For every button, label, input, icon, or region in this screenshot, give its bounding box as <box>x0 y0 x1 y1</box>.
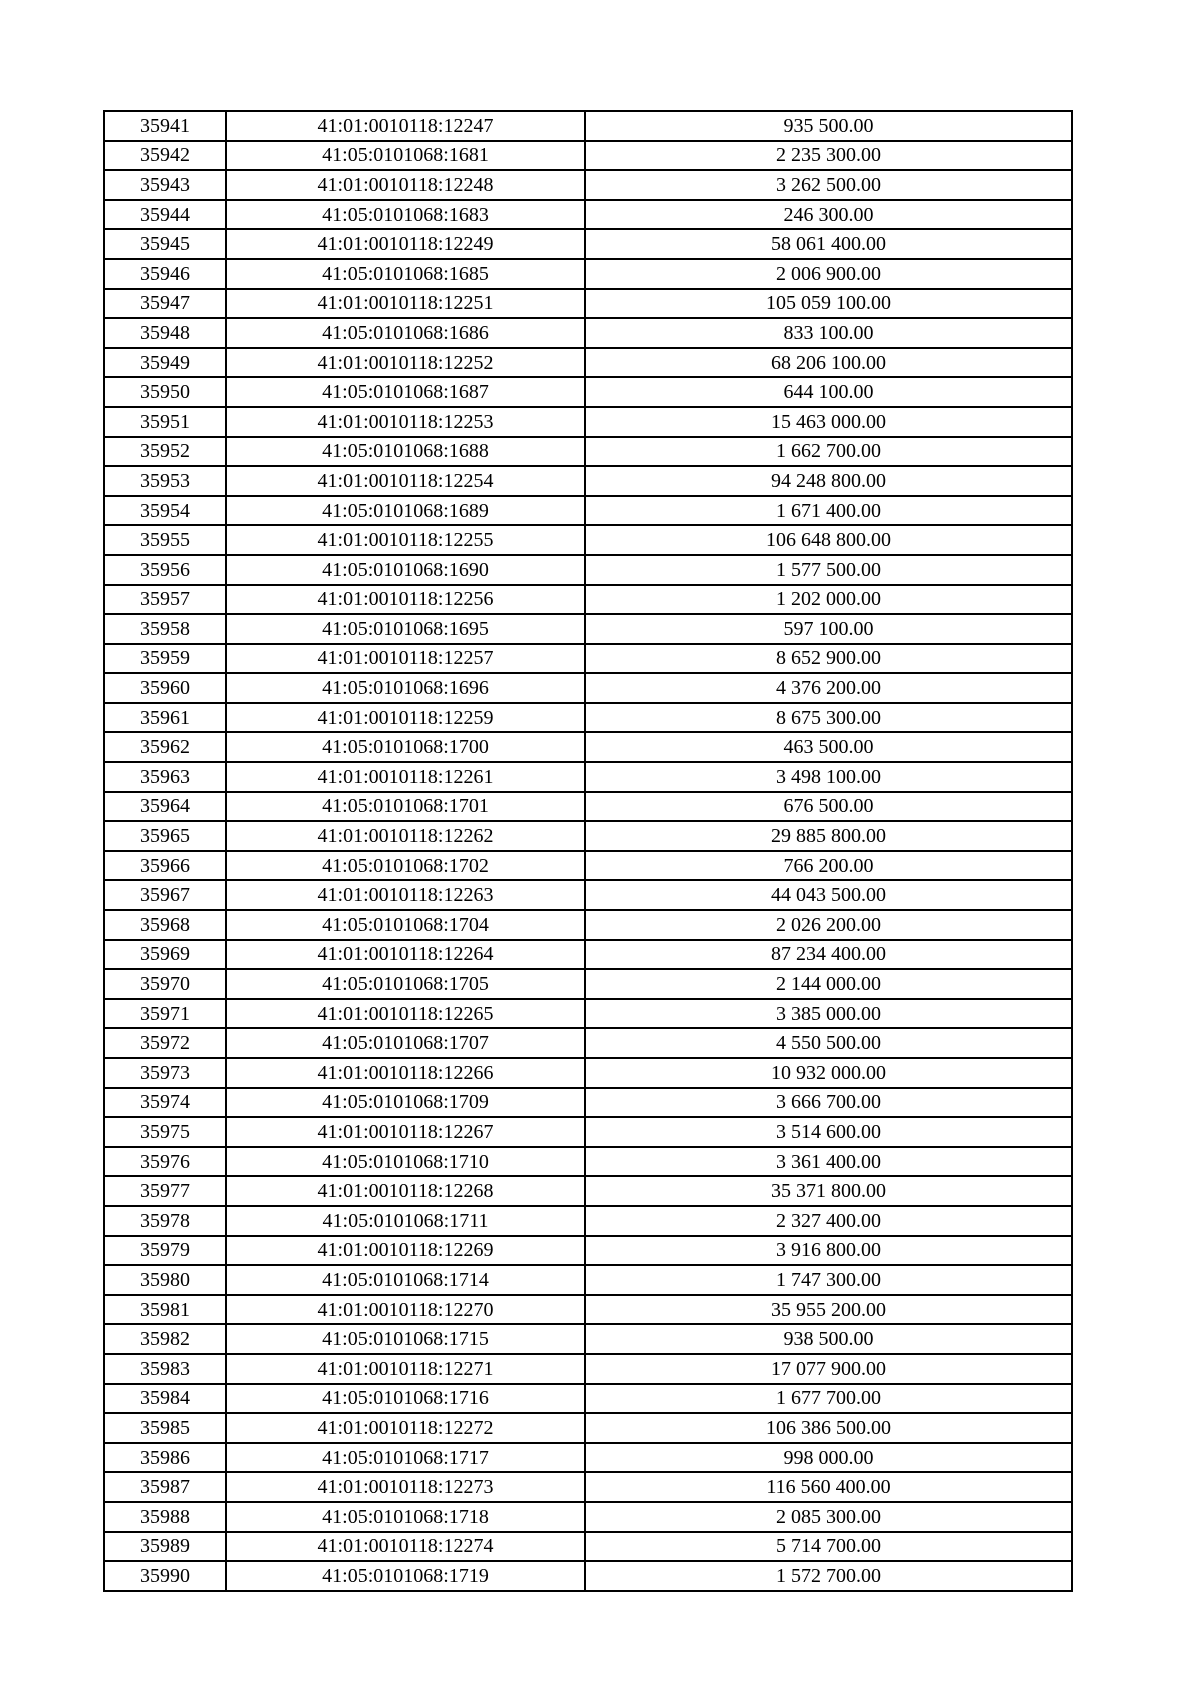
cadastral-value-cell: 106 648 800.00 <box>585 525 1072 555</box>
cadastral-value-cell: 2 327 400.00 <box>585 1206 1072 1236</box>
table-row <box>104 1472 1072 1502</box>
cadastral-value-cell: 3 666 700.00 <box>585 1088 1072 1118</box>
row-number-cell: 35945 <box>104 229 226 259</box>
cadastral-number-cell: 41:01:0010118:12247 <box>226 111 585 141</box>
row-number-cell: 35974 <box>104 1088 226 1118</box>
table-row <box>104 1147 1072 1177</box>
cadastral-value-cell: 10 932 000.00 <box>585 1058 1072 1088</box>
cadastral-value-cell: 3 498 100.00 <box>585 762 1072 792</box>
cadastral-value-cell: 3 262 500.00 <box>585 170 1072 200</box>
table-row <box>104 999 1072 1029</box>
table-body <box>104 111 1072 1591</box>
cadastral-number-cell: 41:05:0101068:1705 <box>226 969 585 999</box>
cadastral-number-cell: 41:05:0101068:1702 <box>226 851 585 881</box>
cadastral-number-cell: 41:01:0010118:12268 <box>226 1176 585 1206</box>
cadastral-value-cell: 4 550 500.00 <box>585 1028 1072 1058</box>
cadastral-number-cell: 41:01:0010118:12253 <box>226 407 585 437</box>
table-row <box>104 1324 1072 1354</box>
row-number-cell: 35979 <box>104 1236 226 1266</box>
cadastral-value-cell: 58 061 400.00 <box>585 229 1072 259</box>
row-number-cell: 35944 <box>104 200 226 230</box>
table-row <box>104 1384 1072 1414</box>
table-row <box>104 851 1072 881</box>
cadastral-value-cell: 2 006 900.00 <box>585 259 1072 289</box>
row-number-cell: 35966 <box>104 851 226 881</box>
cadastral-number-cell: 41:05:0101068:1715 <box>226 1324 585 1354</box>
table-row <box>104 555 1072 585</box>
row-number-cell: 35960 <box>104 673 226 703</box>
row-number-cell: 35977 <box>104 1176 226 1206</box>
cadastral-value-cell: 116 560 400.00 <box>585 1472 1072 1502</box>
row-number-cell: 35961 <box>104 703 226 733</box>
table-row <box>104 1117 1072 1147</box>
row-number-cell: 35951 <box>104 407 226 437</box>
table-row <box>104 1532 1072 1562</box>
table-row <box>104 141 1072 171</box>
row-number-cell: 35969 <box>104 940 226 970</box>
table-row <box>104 200 1072 230</box>
cadastral-value-cell: 644 100.00 <box>585 377 1072 407</box>
row-number-cell: 35964 <box>104 792 226 822</box>
row-number-cell: 35959 <box>104 644 226 674</box>
cadastral-number-cell: 41:05:0101068:1689 <box>226 496 585 526</box>
row-number-cell: 35963 <box>104 762 226 792</box>
cadastral-value-cell: 1 572 700.00 <box>585 1561 1072 1591</box>
table-row <box>104 496 1072 526</box>
cadastral-number-cell: 41:01:0010118:12257 <box>226 644 585 674</box>
cadastral-number-cell: 41:01:0010118:12267 <box>226 1117 585 1147</box>
cadastral-number-cell: 41:05:0101068:1709 <box>226 1088 585 1118</box>
cadastral-value-cell: 998 000.00 <box>585 1443 1072 1473</box>
cadastral-number-cell: 41:05:0101068:1719 <box>226 1561 585 1591</box>
cadastral-value-cell: 463 500.00 <box>585 732 1072 762</box>
table-row <box>104 1502 1072 1532</box>
cadastral-value-cell: 833 100.00 <box>585 318 1072 348</box>
table-row <box>104 1443 1072 1473</box>
cadastral-value-cell: 68 206 100.00 <box>585 348 1072 378</box>
cadastral-value-cell: 94 248 800.00 <box>585 466 1072 496</box>
row-number-cell: 35956 <box>104 555 226 585</box>
row-number-cell: 35954 <box>104 496 226 526</box>
cadastral-number-cell: 41:01:0010118:12263 <box>226 880 585 910</box>
cadastral-value-table <box>103 110 1073 1592</box>
table-row <box>104 1206 1072 1236</box>
table-row <box>104 614 1072 644</box>
row-number-cell: 35988 <box>104 1502 226 1532</box>
cadastral-number-cell: 41:05:0101068:1700 <box>226 732 585 762</box>
table-row <box>104 1354 1072 1384</box>
row-number-cell: 35967 <box>104 880 226 910</box>
row-number-cell: 35943 <box>104 170 226 200</box>
cadastral-number-cell: 41:01:0010118:12272 <box>226 1413 585 1443</box>
row-number-cell: 35971 <box>104 999 226 1029</box>
table-row <box>104 1088 1072 1118</box>
cadastral-number-cell: 41:01:0010118:12262 <box>226 821 585 851</box>
row-number-cell: 35950 <box>104 377 226 407</box>
table-row <box>104 1561 1072 1591</box>
table-row <box>104 1265 1072 1295</box>
row-number-cell: 35962 <box>104 732 226 762</box>
cadastral-value-cell: 3 514 600.00 <box>585 1117 1072 1147</box>
cadastral-number-cell: 41:01:0010118:12248 <box>226 170 585 200</box>
cadastral-number-cell: 41:05:0101068:1716 <box>226 1384 585 1414</box>
row-number-cell: 35970 <box>104 969 226 999</box>
cadastral-value-cell: 35 371 800.00 <box>585 1176 1072 1206</box>
cadastral-value-cell: 2 026 200.00 <box>585 910 1072 940</box>
cadastral-value-cell: 1 747 300.00 <box>585 1265 1072 1295</box>
cadastral-value-cell: 1 671 400.00 <box>585 496 1072 526</box>
row-number-cell: 35989 <box>104 1532 226 1562</box>
table-row <box>104 289 1072 319</box>
table-row <box>104 229 1072 259</box>
row-number-cell: 35949 <box>104 348 226 378</box>
cadastral-number-cell: 41:05:0101068:1683 <box>226 200 585 230</box>
cadastral-value-cell: 3 385 000.00 <box>585 999 1072 1029</box>
row-number-cell: 35968 <box>104 910 226 940</box>
table-row <box>104 644 1072 674</box>
row-number-cell: 35958 <box>104 614 226 644</box>
cadastral-value-cell: 8 675 300.00 <box>585 703 1072 733</box>
row-number-cell: 35955 <box>104 525 226 555</box>
table-row <box>104 1176 1072 1206</box>
cadastral-number-cell: 41:05:0101068:1688 <box>226 437 585 467</box>
cadastral-number-cell: 41:01:0010118:12271 <box>226 1354 585 1384</box>
row-number-cell: 35980 <box>104 1265 226 1295</box>
cadastral-number-cell: 41:01:0010118:12261 <box>226 762 585 792</box>
cadastral-number-cell: 41:05:0101068:1704 <box>226 910 585 940</box>
table-row <box>104 940 1072 970</box>
table-row <box>104 792 1072 822</box>
row-number-cell: 35981 <box>104 1295 226 1325</box>
cadastral-value-cell: 938 500.00 <box>585 1324 1072 1354</box>
cadastral-value-cell: 1 677 700.00 <box>585 1384 1072 1414</box>
cadastral-value-cell: 1 662 700.00 <box>585 437 1072 467</box>
row-number-cell: 35984 <box>104 1384 226 1414</box>
cadastral-value-cell: 35 955 200.00 <box>585 1295 1072 1325</box>
cadastral-number-cell: 41:05:0101068:1701 <box>226 792 585 822</box>
table-row <box>104 1028 1072 1058</box>
cadastral-number-cell: 41:05:0101068:1687 <box>226 377 585 407</box>
row-number-cell: 35978 <box>104 1206 226 1236</box>
row-number-cell: 35946 <box>104 259 226 289</box>
cadastral-number-cell: 41:05:0101068:1717 <box>226 1443 585 1473</box>
cadastral-number-cell: 41:01:0010118:12265 <box>226 999 585 1029</box>
cadastral-value-cell: 935 500.00 <box>585 111 1072 141</box>
row-number-cell: 35985 <box>104 1413 226 1443</box>
cadastral-number-cell: 41:05:0101068:1686 <box>226 318 585 348</box>
table-row <box>104 318 1072 348</box>
cadastral-number-cell: 41:01:0010118:12266 <box>226 1058 585 1088</box>
cadastral-number-cell: 41:05:0101068:1710 <box>226 1147 585 1177</box>
table-row <box>104 880 1072 910</box>
row-number-cell: 35953 <box>104 466 226 496</box>
cadastral-value-cell: 106 386 500.00 <box>585 1413 1072 1443</box>
cadastral-value-cell: 87 234 400.00 <box>585 940 1072 970</box>
cadastral-number-cell: 41:01:0010118:12251 <box>226 289 585 319</box>
cadastral-number-cell: 41:05:0101068:1685 <box>226 259 585 289</box>
cadastral-value-cell: 4 376 200.00 <box>585 673 1072 703</box>
cadastral-value-cell: 2 085 300.00 <box>585 1502 1072 1532</box>
table-row <box>104 585 1072 615</box>
table-row <box>104 1295 1072 1325</box>
cadastral-value-cell: 44 043 500.00 <box>585 880 1072 910</box>
cadastral-number-cell: 41:01:0010118:12256 <box>226 585 585 615</box>
table-row <box>104 762 1072 792</box>
table-row <box>104 348 1072 378</box>
cadastral-value-cell: 105 059 100.00 <box>585 289 1072 319</box>
cadastral-value-cell: 29 885 800.00 <box>585 821 1072 851</box>
table-row <box>104 673 1072 703</box>
cadastral-number-cell: 41:01:0010118:12259 <box>226 703 585 733</box>
row-number-cell: 35965 <box>104 821 226 851</box>
table-row <box>104 407 1072 437</box>
row-number-cell: 35990 <box>104 1561 226 1591</box>
row-number-cell: 35947 <box>104 289 226 319</box>
cadastral-number-cell: 41:01:0010118:12269 <box>226 1236 585 1266</box>
cadastral-number-cell: 41:01:0010118:12254 <box>226 466 585 496</box>
cadastral-number-cell: 41:01:0010118:12273 <box>226 1472 585 1502</box>
row-number-cell: 35948 <box>104 318 226 348</box>
table-row <box>104 910 1072 940</box>
cadastral-value-cell: 597 100.00 <box>585 614 1072 644</box>
cadastral-number-cell: 41:05:0101068:1681 <box>226 141 585 171</box>
table-row <box>104 821 1072 851</box>
table-row <box>104 525 1072 555</box>
table-row <box>104 377 1072 407</box>
row-number-cell: 35986 <box>104 1443 226 1473</box>
cadastral-number-cell: 41:05:0101068:1695 <box>226 614 585 644</box>
cadastral-value-cell: 766 200.00 <box>585 851 1072 881</box>
cadastral-number-cell: 41:05:0101068:1718 <box>226 1502 585 1532</box>
row-number-cell: 35976 <box>104 1147 226 1177</box>
table-row <box>104 437 1072 467</box>
cadastral-number-cell: 41:01:0010118:12255 <box>226 525 585 555</box>
table-row <box>104 111 1072 141</box>
cadastral-value-cell: 5 714 700.00 <box>585 1532 1072 1562</box>
cadastral-value-cell: 1 202 000.00 <box>585 585 1072 615</box>
cadastral-value-cell: 676 500.00 <box>585 792 1072 822</box>
row-number-cell: 35952 <box>104 437 226 467</box>
row-number-cell: 35982 <box>104 1324 226 1354</box>
table-row <box>104 466 1072 496</box>
cadastral-number-cell: 41:01:0010118:12264 <box>226 940 585 970</box>
cadastral-value-cell: 2 235 300.00 <box>585 141 1072 171</box>
cadastral-number-cell: 41:01:0010118:12252 <box>226 348 585 378</box>
row-number-cell: 35972 <box>104 1028 226 1058</box>
row-number-cell: 35973 <box>104 1058 226 1088</box>
table-row <box>104 732 1072 762</box>
cadastral-number-cell: 41:05:0101068:1690 <box>226 555 585 585</box>
table-row <box>104 1236 1072 1266</box>
cadastral-value-cell: 15 463 000.00 <box>585 407 1072 437</box>
cadastral-value-cell: 246 300.00 <box>585 200 1072 230</box>
cadastral-number-cell: 41:05:0101068:1707 <box>226 1028 585 1058</box>
cadastral-number-cell: 41:01:0010118:12249 <box>226 229 585 259</box>
table-row <box>104 969 1072 999</box>
cadastral-value-cell: 3 916 800.00 <box>585 1236 1072 1266</box>
row-number-cell: 35942 <box>104 141 226 171</box>
cadastral-value-cell: 2 144 000.00 <box>585 969 1072 999</box>
cadastral-value-cell: 3 361 400.00 <box>585 1147 1072 1177</box>
cadastral-value-cell: 17 077 900.00 <box>585 1354 1072 1384</box>
row-number-cell: 35957 <box>104 585 226 615</box>
table-row <box>104 259 1072 289</box>
row-number-cell: 35941 <box>104 111 226 141</box>
table-row <box>104 170 1072 200</box>
cadastral-number-cell: 41:01:0010118:12270 <box>226 1295 585 1325</box>
table-row <box>104 1058 1072 1088</box>
row-number-cell: 35975 <box>104 1117 226 1147</box>
cadastral-number-cell: 41:01:0010118:12274 <box>226 1532 585 1562</box>
cadastral-number-cell: 41:05:0101068:1711 <box>226 1206 585 1236</box>
table-row <box>104 703 1072 733</box>
row-number-cell: 35983 <box>104 1354 226 1384</box>
cadastral-value-cell: 1 577 500.00 <box>585 555 1072 585</box>
cadastral-number-cell: 41:05:0101068:1696 <box>226 673 585 703</box>
table-row <box>104 1413 1072 1443</box>
row-number-cell: 35987 <box>104 1472 226 1502</box>
cadastral-value-cell: 8 652 900.00 <box>585 644 1072 674</box>
cadastral-number-cell: 41:05:0101068:1714 <box>226 1265 585 1295</box>
